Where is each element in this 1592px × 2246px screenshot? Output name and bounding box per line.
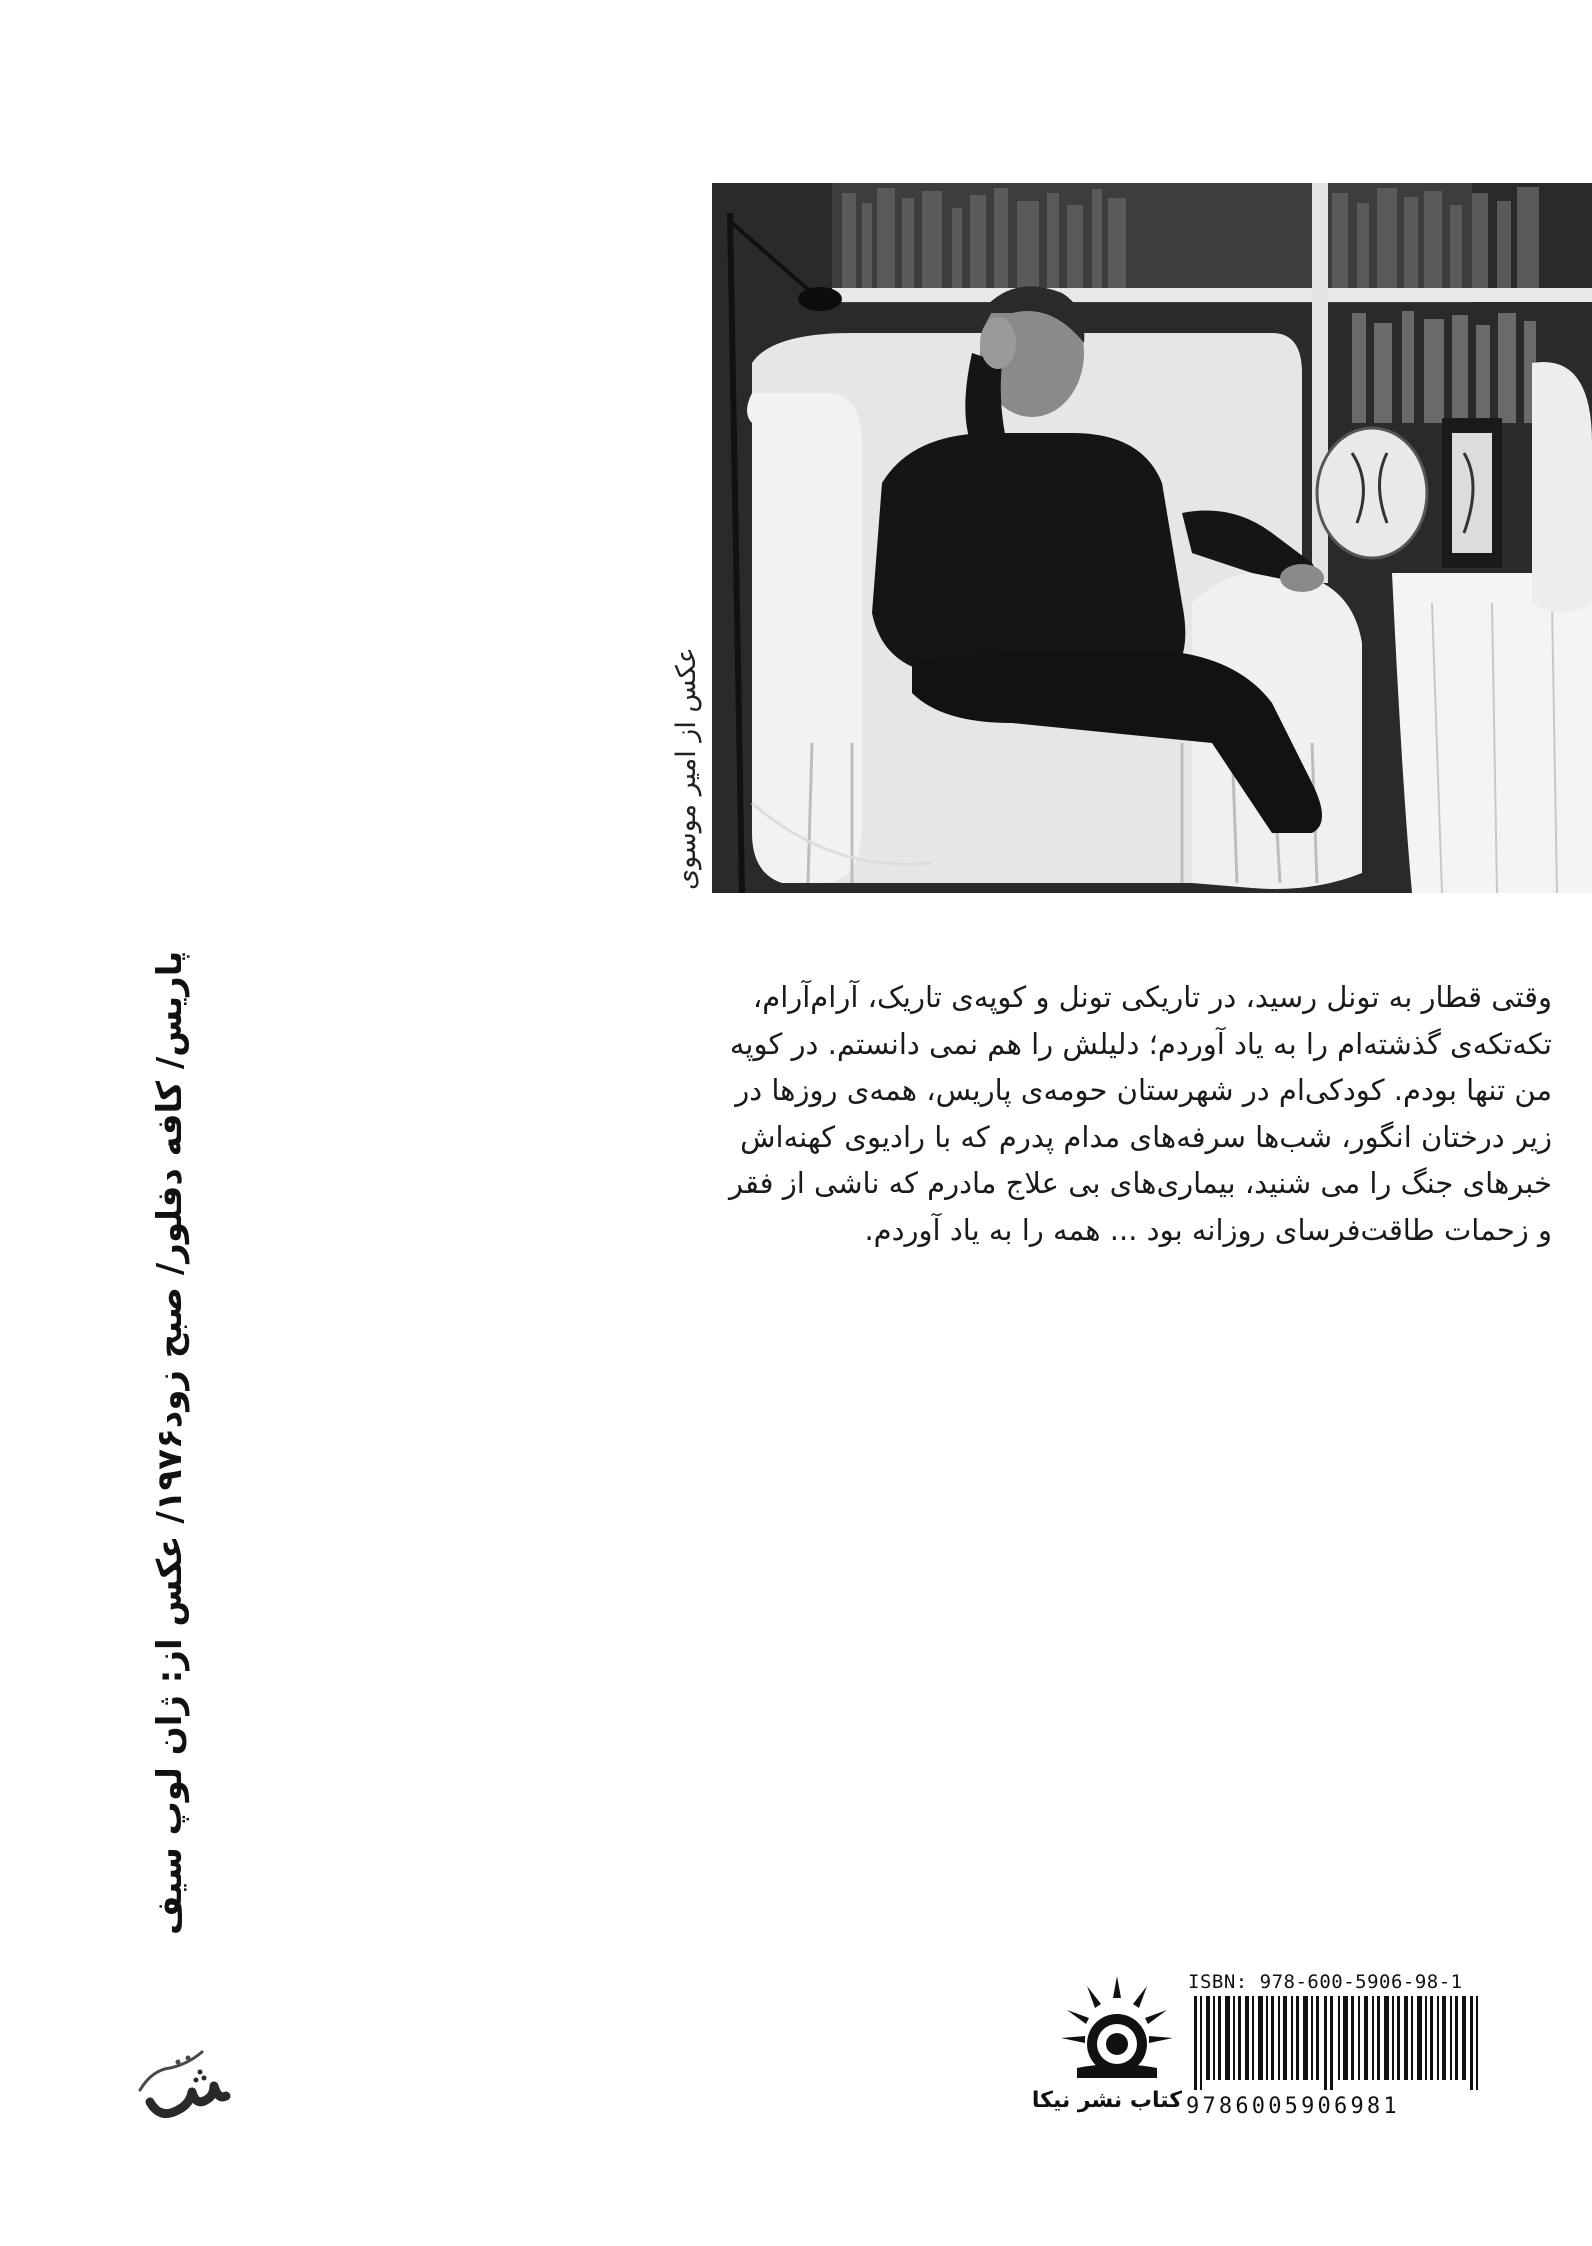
- blurb-line: تکه‌تکه‌ی گذشته‌ام را به یاد آوردم؛ دلیلش را هم نمی دانستم. در کوپه: [729, 1026, 1552, 1061]
- blurb-line: زیر درختان انگور، شب‌ها سرفه‌های مدام پدرم که با رادیوی کهنه‌اش: [740, 1119, 1552, 1154]
- blurb-line: و زحمات طاقت‌فرسای روزانه بود ... همه را به یاد آوردم.: [864, 1212, 1552, 1247]
- blurb-line: من تنها بودم. کودکی‌ام در شهرستان حومه‌ی پاریس، همه‌ی روزها در: [735, 1073, 1552, 1107]
- blurb-line: خبرهای جنگ را می شنید، بیماری‌های بی علاج مادرم که ناشی از فقر: [728, 1166, 1552, 1200]
- blurb-line: وقتی قطار به تونل رسید، در تاریکی تونل و کوپه‌ی تاریک، آرام‌آرام،: [752, 980, 1552, 1014]
- back-cover-blurb: [692, 974, 1552, 1253]
- nika-sun-emblem-icon: [1057, 1968, 1177, 2080]
- barcode-digits: 9786005906981: [1186, 2094, 1400, 2119]
- nika-publisher-logo: [1031, 1968, 1182, 2128]
- zaneshgi-logo: [130, 2040, 240, 2130]
- isbn-number: ISBN: 978-600-5906-98-1: [1188, 1971, 1463, 1993]
- zaneshgi-logo-icon: [130, 2040, 240, 2130]
- nika-publisher-label: کتاب نشر نیکا: [1031, 2088, 1182, 2113]
- photo-credit: عکس از امیر موسوی: [671, 647, 702, 890]
- barcode-bars-icon: [1188, 1996, 1488, 2090]
- author-photo: [712, 183, 1592, 893]
- cover-photo-caption: پاریس/ کافه دفلور/ صبح زود۱۹۷۶/ عکس از: ژان لوپ سیف: [150, 950, 190, 1935]
- isbn-barcode: [1178, 1968, 1498, 2128]
- author-photo-illustration: [712, 183, 1592, 893]
